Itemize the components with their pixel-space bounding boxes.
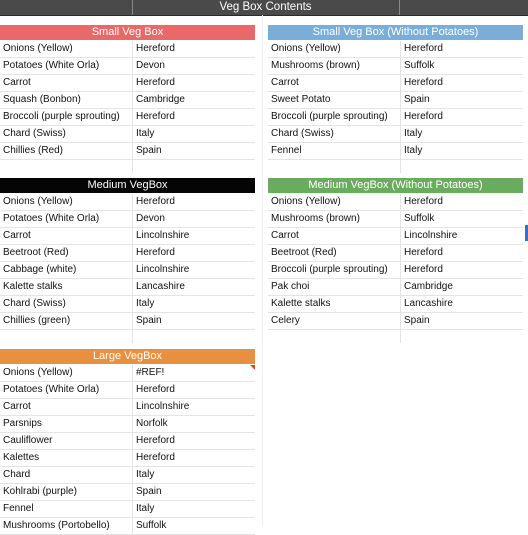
- veg-cell[interactable]: Fennel: [268, 143, 401, 159]
- origin-cell[interactable]: Suffolk: [136, 520, 167, 531]
- veg-cell[interactable]: Kohlrabi (purple): [0, 484, 133, 500]
- table-row: [268, 228, 523, 245]
- origin-cell[interactable]: Hereford: [136, 77, 175, 88]
- veg-cell[interactable]: Chard: [0, 467, 133, 483]
- table-row: [0, 501, 255, 518]
- empty-row: [0, 330, 255, 343]
- veg-cell[interactable]: Sweet Potato: [268, 92, 401, 108]
- table-row: [0, 126, 255, 143]
- veg-cell[interactable]: Potatoes (White Orla): [0, 58, 133, 74]
- table-row: [0, 433, 255, 450]
- table-row: [268, 41, 523, 58]
- veg-cell[interactable]: Chard (Swiss): [0, 126, 133, 142]
- veg-cell[interactable]: Broccoli (purple sprouting): [268, 262, 401, 278]
- header-cell[interactable]: [0, 0, 133, 15]
- empty-row: [268, 160, 523, 173]
- table-row: [0, 41, 255, 58]
- table-row: [0, 109, 255, 126]
- table-row: [0, 399, 255, 416]
- origin-cell[interactable]: Lincolnshire: [136, 230, 190, 241]
- veg-cell[interactable]: Mushrooms (brown): [268, 58, 401, 74]
- empty-cell[interactable]: [401, 160, 523, 173]
- empty-cell[interactable]: [268, 160, 401, 173]
- table-row: [268, 245, 523, 262]
- veg-cell[interactable]: Cauliflower: [0, 433, 133, 449]
- empty-cell[interactable]: [0, 330, 133, 343]
- origin-cell[interactable]: Hereford: [136, 384, 175, 395]
- origin-cell[interactable]: Suffolk: [404, 213, 435, 224]
- table-row: [268, 75, 523, 92]
- cell-comment-indicator-icon[interactable]: [250, 365, 255, 370]
- veg-cell[interactable]: Carrot: [268, 75, 401, 91]
- origin-cell[interactable]: Spain: [136, 315, 162, 326]
- origin-cell[interactable]: Suffolk: [404, 60, 435, 71]
- origin-cell[interactable]: Italy: [404, 145, 423, 156]
- table-row: [0, 58, 255, 75]
- table-row: [0, 365, 255, 382]
- sheet-title: Veg Box Contents: [219, 1, 312, 13]
- veg-cell[interactable]: Broccoli (purple sprouting): [268, 109, 401, 125]
- table-row: [0, 484, 255, 501]
- table-row: [268, 279, 523, 296]
- origin-cell[interactable]: Lancashire: [136, 281, 185, 292]
- table-row: [0, 75, 255, 92]
- box-title[interactable]: Medium VegBox (Without Potatoes): [268, 178, 523, 194]
- origin-cell[interactable]: Hereford: [404, 111, 443, 122]
- empty-cell[interactable]: [0, 160, 133, 173]
- veg-cell[interactable]: Pak choi: [268, 279, 401, 295]
- veg-cell[interactable]: Chard (Swiss): [268, 126, 401, 142]
- origin-cell[interactable]: Italy: [136, 128, 155, 139]
- veg-cell[interactable]: Beetroot (Red): [0, 245, 133, 261]
- origin-cell[interactable]: Italy: [136, 298, 155, 309]
- table-row: [0, 92, 255, 109]
- veg-cell[interactable]: Beetroot (Red): [268, 245, 401, 261]
- table-row: [268, 143, 523, 160]
- empty-cell[interactable]: [133, 160, 255, 173]
- origin-cell[interactable]: Cambridge: [404, 281, 453, 292]
- origin-cell[interactable]: Hereford: [136, 452, 175, 463]
- origin-cell[interactable]: Italy: [136, 469, 155, 480]
- veg-cell[interactable]: Parsnips: [0, 416, 133, 432]
- table-row: [0, 313, 255, 330]
- origin-cell[interactable]: #REF!: [136, 367, 165, 378]
- medium-vegbox: [0, 178, 255, 343]
- origin-cell[interactable]: Lancashire: [404, 298, 453, 309]
- origin-cell[interactable]: Devon: [136, 213, 165, 224]
- origin-cell[interactable]: Hereford: [136, 43, 175, 54]
- table-row: [0, 245, 255, 262]
- table-row: [0, 228, 255, 245]
- veg-cell[interactable]: Potatoes (White Orla): [0, 382, 133, 398]
- table-row: [0, 450, 255, 467]
- empty-cell[interactable]: [268, 330, 401, 343]
- origin-cell[interactable]: Hereford: [136, 435, 175, 446]
- origin-cell[interactable]: Hereford: [404, 43, 443, 54]
- origin-cell[interactable]: Lincolnshire: [404, 230, 458, 241]
- veg-cell[interactable]: Chillies (green): [0, 313, 133, 329]
- origin-cell[interactable]: Norfolk: [136, 418, 168, 429]
- table-row: [268, 313, 523, 330]
- table-row: [0, 382, 255, 399]
- table-row: [0, 467, 255, 484]
- origin-cell[interactable]: Hereford: [136, 111, 175, 122]
- veg-cell[interactable]: Squash (Bonbon): [0, 92, 133, 108]
- small-veg-box: [0, 25, 255, 173]
- origin-cell[interactable]: Cambridge: [136, 94, 185, 105]
- veg-cell[interactable]: Onions (Yellow): [0, 365, 133, 381]
- table-row: [268, 109, 523, 126]
- large-vegbox: [0, 349, 255, 535]
- veg-cell[interactable]: Carrot: [268, 228, 401, 244]
- veg-cell[interactable]: Kalette stalks: [268, 296, 401, 312]
- origin-cell[interactable]: Spain: [404, 94, 430, 105]
- empty-cell[interactable]: [133, 330, 255, 343]
- veg-cell[interactable]: Chard (Swiss): [0, 296, 133, 312]
- origin-cell[interactable]: Spain: [404, 315, 430, 326]
- box-title[interactable]: Large VegBox: [0, 349, 255, 365]
- table-row: [0, 279, 255, 296]
- origin-cell[interactable]: Hereford: [136, 196, 175, 207]
- empty-row: [268, 330, 523, 343]
- veg-cell[interactable]: Chillies (Red): [0, 143, 133, 159]
- table-row: [268, 194, 523, 211]
- veg-cell[interactable]: Carrot: [0, 75, 133, 91]
- origin-cell[interactable]: Hereford: [404, 196, 443, 207]
- sheet-title-bar: [0, 0, 528, 16]
- veg-cell[interactable]: Onions (Yellow): [268, 194, 401, 210]
- origin-cell[interactable]: Hereford: [404, 77, 443, 88]
- veg-cell[interactable]: Mushrooms (brown): [268, 211, 401, 227]
- table-row: [0, 296, 255, 313]
- table-row: [268, 126, 523, 143]
- veg-cell[interactable]: Broccoli (purple sprouting): [0, 109, 133, 125]
- origin-cell[interactable]: Spain: [136, 145, 162, 156]
- veg-cell[interactable]: Kalette stalks: [0, 279, 133, 295]
- empty-cell[interactable]: [401, 330, 523, 343]
- table-row: [0, 416, 255, 433]
- veg-cell[interactable]: Celery: [268, 313, 401, 329]
- table-row: [268, 262, 523, 279]
- veg-cell[interactable]: Potatoes (White Orla): [0, 211, 133, 227]
- veg-cell[interactable]: Kalettes: [0, 450, 133, 466]
- origin-cell[interactable]: Hereford: [136, 247, 175, 258]
- origin-cell[interactable]: Italy: [404, 128, 423, 139]
- table-row: [268, 58, 523, 75]
- origin-cell[interactable]: Italy: [136, 503, 155, 514]
- veg-cell[interactable]: Onions (Yellow): [268, 41, 401, 57]
- veg-cell[interactable]: Carrot: [0, 399, 133, 415]
- veg-cell[interactable]: Mushrooms (Portobello): [0, 518, 133, 534]
- veg-cell[interactable]: Onions (Yellow): [0, 194, 133, 210]
- table-row: [268, 92, 523, 109]
- box-title[interactable]: Small Veg Box: [0, 25, 255, 41]
- origin-cell[interactable]: Hereford: [404, 247, 443, 258]
- column-gridline: [262, 15, 263, 527]
- table-row: [268, 296, 523, 313]
- origin-cell[interactable]: Hereford: [404, 264, 443, 275]
- box-title[interactable]: Small Veg Box (Without Potatoes): [268, 25, 523, 41]
- origin-cell[interactable]: Devon: [136, 60, 165, 71]
- origin-cell[interactable]: Lincolnshire: [136, 401, 190, 412]
- table-row: [268, 211, 523, 228]
- medium-vegbox-without-potatoes: [268, 178, 523, 343]
- veg-cell[interactable]: Carrot: [0, 228, 133, 244]
- table-row: [0, 194, 255, 211]
- box-title[interactable]: Medium VegBox: [0, 178, 255, 194]
- table-row: [0, 262, 255, 279]
- veg-cell[interactable]: Cabbage (white): [0, 262, 133, 278]
- veg-cell[interactable]: Fennel: [0, 501, 133, 517]
- origin-cell[interactable]: Lincolnshire: [136, 264, 190, 275]
- table-row: [0, 211, 255, 228]
- veg-cell[interactable]: Onions (Yellow): [0, 41, 133, 57]
- table-row: [0, 143, 255, 160]
- empty-row: [0, 160, 255, 173]
- small-veg-box-without-potatoes: [268, 25, 523, 173]
- origin-cell[interactable]: Spain: [136, 486, 162, 497]
